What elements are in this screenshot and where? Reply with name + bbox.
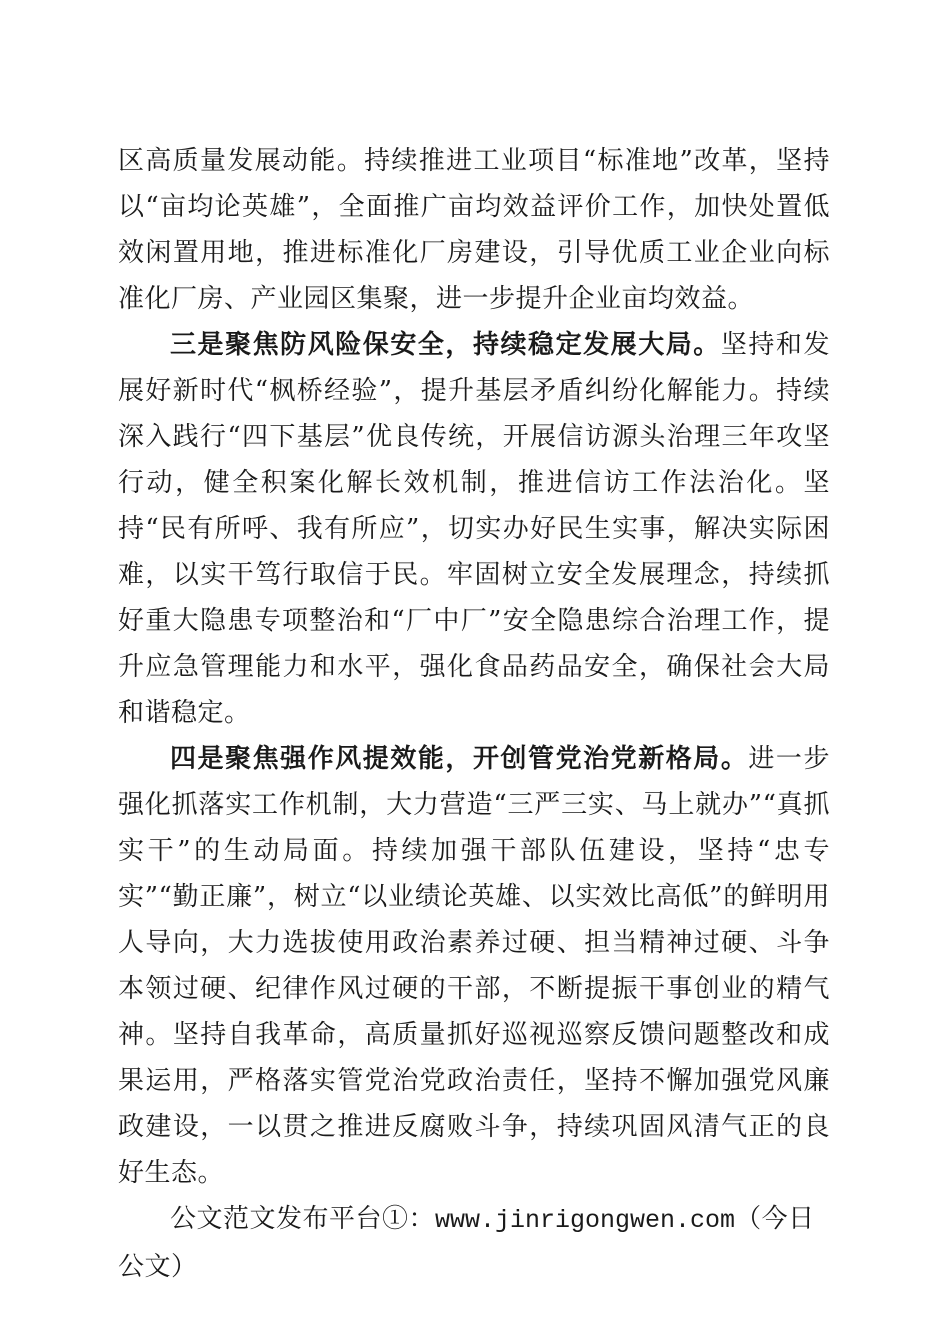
paragraph-section-four bbox=[118, 736, 830, 1196]
footer-url: www.jinrigongwen.com bbox=[435, 1206, 736, 1235]
paragraph-heading: 四是聚焦强作风提效能，开创管党治党新格局。 bbox=[170, 744, 749, 774]
paragraph-section-three bbox=[118, 322, 830, 736]
paragraph-continuation bbox=[118, 138, 830, 322]
footer-prefix: 公文范文发布平台①： bbox=[170, 1204, 436, 1234]
footer-suffix: （今日公文） bbox=[118, 1204, 815, 1282]
paragraph-heading: 三是聚焦防风险保安全，持续稳定发展大局。 bbox=[170, 330, 721, 360]
paragraph-text: 坚持和发展好新时代“枫桥经验”，提升基层矛盾纠纷化解能力。持续深入践行“四下基层”优良传统，开展信访源头治理三年攻坚行动，健全积案化解长效机制，推进信访工作法治化。坚持“民有所呼、我有所应”，切实办好民生实事，解决实际困难，以实干笃行取信于民。牢固树立安全发展理念，持续抓好重大隐患专项整治和“厂中厂”安全隐患综合治理工作，提升应急管理能力和水平，强化食品药品安全，确保社会大局和谐稳定。 bbox=[118, 330, 830, 728]
paragraph-text: 进一步强化抓落实工作机制，大力营造“三严三实、马上就办”“真抓实干”的生动局面。持续加强干部队伍建设，坚持“忠专实”“勤正廉”，树立“以业绩论英雄、以实效比高低”的鲜明用人导向，大力选拔使用政治素养过硬、担当精神过硬、斗争本领过硬、纪律作风过硬的干部，不断提振干事创业的精气神。坚持自我革命，高质量抓好巡视巡察反馈问题整改和成果运用，严格落实管党治党政治责任，坚持不懈加强党风廉政建设，一以贯之推进反腐败斗争，持续巩固风清气正的良好生态。 bbox=[118, 744, 830, 1188]
document-page bbox=[118, 138, 830, 1290]
paragraph-text: 区高质量发展动能。持续推进工业项目“标准地”改革，坚持以“亩均论英雄”，全面推广亩均效益评价工作，加快处置低效闲置用地，推进标准化厂房建设，引导优质工业企业向标准化厂房、产业园区集聚，进一步提升企业亩均效益。 bbox=[118, 146, 830, 314]
source-footer bbox=[118, 1196, 830, 1290]
